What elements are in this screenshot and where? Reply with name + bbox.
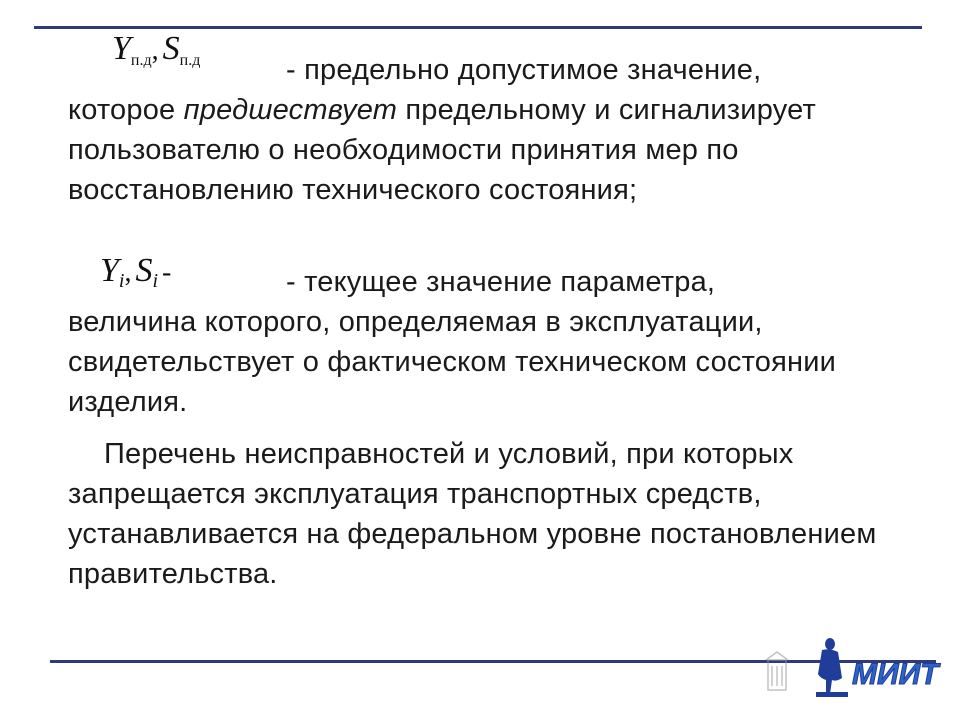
definition-limit-before: которое [68,94,184,126]
definition-limit-after: предельному и сигнализирует пользователю о необходимости принятия мер по восстановлению технического состояния; [68,94,816,206]
formula-y-subscript: i [118,270,125,292]
formula-y-symbol: Y [100,252,119,289]
logo-text: МИИТ [852,658,939,691]
formula-s-subscript: п.д [179,52,201,69]
formula-separator: , [124,257,132,288]
definition-current-text [68,262,908,422]
university-logo [760,630,950,702]
definition-limit-text [68,50,908,210]
formula-y-subscript: п.д [130,52,152,69]
top-divider [34,26,922,29]
definition-limit-emphasis: предшествует [183,94,398,126]
formula-s-subscript: i [152,270,159,292]
definition-current-body: величина которого, определяемая в эксплуатации, свидетельствует о фактическом техническом состоянии изделия. [68,306,837,418]
definition-limit-values [68,50,908,210]
logo-building-icon [766,652,788,690]
logo-statue-icon [816,638,848,697]
regulation-paragraph [68,434,908,594]
formula-y-symbol: Y [112,30,131,67]
formula-s-symbol: S [135,252,153,289]
definition-current-lead: - текущее значение параметра, [286,266,716,298]
formula-dash: - [162,257,172,288]
formula-separator: , [151,35,159,66]
regulation-text: Перечень неисправностей и условий, при которых запрещается эксплуатация транспортных средств, устанавливается на федеральном уровне постановлением правительства. [68,438,877,590]
definition-limit-lead: - предельно допустимое значение, [286,54,762,86]
formula-s-symbol: S [162,30,180,67]
definition-current-values [68,262,908,422]
